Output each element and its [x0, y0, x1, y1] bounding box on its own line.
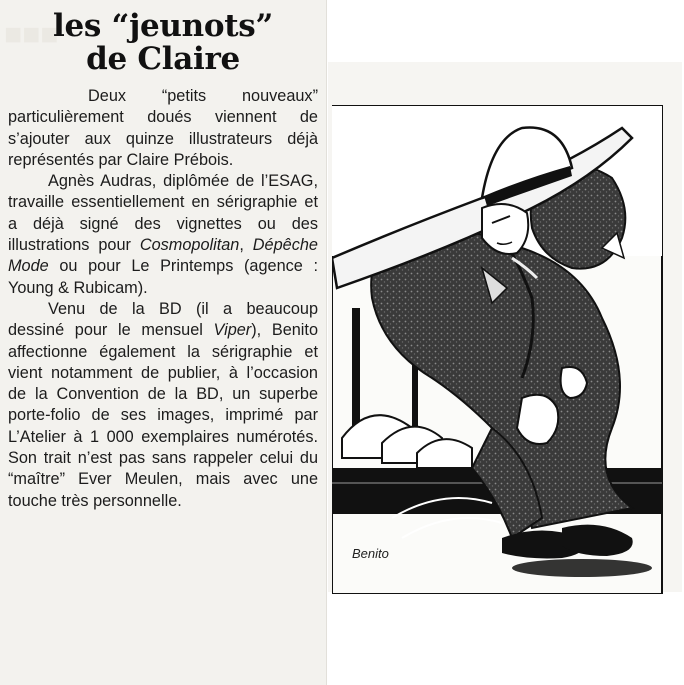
paragraph-2-text-b: , [239, 236, 253, 255]
bleed-through-shadow: ■■■ [4, 18, 59, 51]
paragraph-1: Deux “petits nouveaux” particulièrement doués viennent de s’ajouter aux quinze illustrateurs déjà représentés par Claire Prébois. [8, 87, 318, 169]
paragraph-3-text-b: ), Benito affectionne également la sérigraphie et vient notamment de publier, à l’occasion de la Convention de la BD, un superbe porte-folio de ses images, imprimé par L’Atelier à 1 000 exemplaires numérotés. Son trait n’est pas sans rappeler celui du “maître” Ever Meulen, mais avec une touche très personnelle. [8, 321, 318, 510]
illustration-caption: Benito [352, 546, 389, 561]
headline [8, 10, 318, 76]
face [482, 204, 528, 254]
article-column [0, 0, 327, 685]
paragraph-2-text-c: ou pour Le Printemps (agence : Young & Rubicam). [8, 257, 318, 297]
article-body [8, 86, 318, 512]
magazine-title-cosmopolitan: Cosmopolitan [139, 236, 240, 255]
benito-illustration [332, 98, 666, 594]
paragraph-3 [8, 299, 318, 512]
paragraph-2 [8, 171, 318, 299]
magazine-title-viper: Viper [213, 321, 252, 340]
paragraph-2-text-a: Agnès Audras, diplômée de l’ESAG, travaille essentiellement en sérigraphie et a déjà signé des vignettes ou des illustrations pour [8, 172, 318, 255]
paragraph-3-text-a: Venu de la BD (il a beaucoup dessiné pour le mensuel [8, 299, 318, 340]
headline-line-1: les “jeunots” [53, 8, 273, 44]
headline-line-2: de Claire [86, 41, 240, 77]
magazine-title-depeche-mode: Dépêche Mode [8, 236, 318, 276]
illustration-panel [328, 62, 682, 592]
